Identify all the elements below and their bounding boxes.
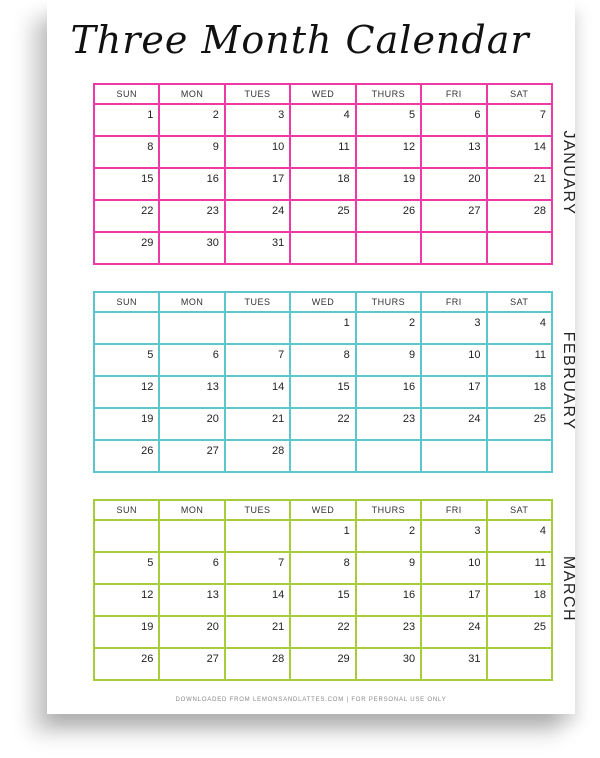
day-cell: 26 [356, 200, 421, 232]
day-cell: 6 [421, 104, 486, 136]
day-cell: 11 [487, 344, 552, 376]
day-cell: 22 [290, 616, 355, 648]
day-cell: 20 [159, 616, 224, 648]
day-cell: 1 [290, 312, 355, 344]
day-cell: 4 [487, 312, 552, 344]
day-cell [94, 312, 159, 344]
day-cell [487, 440, 552, 472]
day-cell: 8 [290, 344, 355, 376]
day-cell: 21 [225, 616, 290, 648]
weekday-header: THURS [356, 500, 421, 520]
day-cell: 11 [290, 136, 355, 168]
day-cell: 28 [487, 200, 552, 232]
day-cell [225, 520, 290, 552]
day-cell: 1 [290, 520, 355, 552]
month-calendar-march [93, 499, 553, 681]
day-cell: 19 [94, 616, 159, 648]
week-row [94, 552, 552, 584]
month-calendar-january [93, 83, 553, 265]
day-cell: 18 [487, 584, 552, 616]
day-cell: 27 [159, 440, 224, 472]
day-cell: 24 [225, 200, 290, 232]
day-cell: 11 [487, 552, 552, 584]
day-cell: 27 [421, 200, 486, 232]
day-cell: 1 [94, 104, 159, 136]
day-cell: 10 [421, 344, 486, 376]
day-cell: 25 [290, 200, 355, 232]
day-cell: 27 [159, 648, 224, 680]
day-cell: 3 [421, 312, 486, 344]
day-cell: 18 [290, 168, 355, 200]
day-cell [487, 648, 552, 680]
week-row [94, 616, 552, 648]
day-cell: 13 [159, 584, 224, 616]
weekday-header: SUN [94, 500, 159, 520]
weekday-header: TUES [225, 292, 290, 312]
day-cell: 20 [159, 408, 224, 440]
day-cell: 17 [421, 584, 486, 616]
week-row [94, 440, 552, 472]
day-cell [356, 440, 421, 472]
day-cell: 22 [94, 200, 159, 232]
day-cell: 28 [225, 440, 290, 472]
day-cell: 17 [225, 168, 290, 200]
weekday-header: MON [159, 292, 224, 312]
day-cell [487, 232, 552, 264]
day-cell [159, 520, 224, 552]
day-cell [290, 232, 355, 264]
day-cell: 4 [290, 104, 355, 136]
day-cell: 19 [94, 408, 159, 440]
day-cell: 28 [225, 648, 290, 680]
weekday-header-row [94, 84, 552, 104]
week-row [94, 520, 552, 552]
day-cell: 29 [94, 232, 159, 264]
weekday-header: TUES [225, 500, 290, 520]
day-cell: 14 [225, 584, 290, 616]
day-cell: 16 [159, 168, 224, 200]
day-cell: 3 [421, 520, 486, 552]
week-row [94, 136, 552, 168]
day-cell: 2 [356, 520, 421, 552]
weekday-header: FRI [421, 500, 486, 520]
day-cell [421, 440, 486, 472]
day-cell: 8 [94, 136, 159, 168]
day-cell [94, 520, 159, 552]
day-cell: 16 [356, 584, 421, 616]
weekday-header: FRI [421, 292, 486, 312]
weekday-header-row [94, 500, 552, 520]
day-cell: 5 [94, 344, 159, 376]
weekday-header: THURS [356, 84, 421, 104]
week-row [94, 104, 552, 136]
day-cell: 24 [421, 616, 486, 648]
day-cell: 15 [94, 168, 159, 200]
day-cell: 29 [290, 648, 355, 680]
day-cell: 15 [290, 584, 355, 616]
week-row [94, 648, 552, 680]
day-cell: 24 [421, 408, 486, 440]
day-cell [225, 312, 290, 344]
day-cell: 16 [356, 376, 421, 408]
week-row [94, 232, 552, 264]
day-cell: 31 [421, 648, 486, 680]
day-cell: 21 [487, 168, 552, 200]
day-cell: 25 [487, 408, 552, 440]
day-cell: 18 [487, 376, 552, 408]
day-cell: 8 [290, 552, 355, 584]
day-cell: 22 [290, 408, 355, 440]
week-row [94, 168, 552, 200]
month-name: MARCH [560, 555, 577, 623]
day-cell: 7 [487, 104, 552, 136]
day-cell: 14 [487, 136, 552, 168]
day-cell: 6 [159, 344, 224, 376]
day-cell: 10 [225, 136, 290, 168]
day-cell: 25 [487, 616, 552, 648]
day-cell: 23 [356, 408, 421, 440]
day-cell: 7 [225, 552, 290, 584]
week-row [94, 376, 552, 408]
day-cell: 26 [94, 440, 159, 472]
weekday-header: SUN [94, 292, 159, 312]
day-cell: 14 [225, 376, 290, 408]
day-cell: 23 [356, 616, 421, 648]
day-cell: 2 [159, 104, 224, 136]
weekday-header-row [94, 292, 552, 312]
week-row [94, 408, 552, 440]
month-calendar-february [93, 291, 553, 473]
weekday-header: SAT [487, 84, 552, 104]
weekday-header: SAT [487, 292, 552, 312]
weekday-header: WED [290, 292, 355, 312]
month-name: FEBRUARY [560, 331, 577, 431]
day-cell: 7 [225, 344, 290, 376]
day-cell: 21 [225, 408, 290, 440]
weekday-header: TUES [225, 84, 290, 104]
day-cell: 9 [356, 344, 421, 376]
day-cell: 17 [421, 376, 486, 408]
weekday-header: SUN [94, 84, 159, 104]
week-row [94, 344, 552, 376]
page-title: Three Month Calendar [70, 18, 530, 62]
day-cell [159, 312, 224, 344]
week-row [94, 312, 552, 344]
day-cell: 5 [356, 104, 421, 136]
day-cell: 15 [290, 376, 355, 408]
weekday-header: THURS [356, 292, 421, 312]
week-row [94, 584, 552, 616]
day-cell: 23 [159, 200, 224, 232]
day-cell: 13 [159, 376, 224, 408]
day-cell: 10 [421, 552, 486, 584]
day-cell: 20 [421, 168, 486, 200]
weekday-header: MON [159, 500, 224, 520]
weekday-header: SAT [487, 500, 552, 520]
day-cell: 5 [94, 552, 159, 584]
day-cell: 26 [94, 648, 159, 680]
day-cell: 30 [159, 232, 224, 264]
day-cell: 9 [356, 552, 421, 584]
day-cell: 12 [94, 584, 159, 616]
weekday-header: FRI [421, 84, 486, 104]
day-cell: 19 [356, 168, 421, 200]
weekday-header: WED [290, 500, 355, 520]
day-cell [290, 440, 355, 472]
weekday-header: WED [290, 84, 355, 104]
footer-text: DOWNLOADED FROM LEMONSANDLATTES.COM | FOR PERSONAL USE ONLY [175, 697, 447, 703]
day-cell: 30 [356, 648, 421, 680]
day-cell [421, 232, 486, 264]
day-cell: 3 [225, 104, 290, 136]
day-cell: 13 [421, 136, 486, 168]
day-cell: 31 [225, 232, 290, 264]
day-cell: 6 [159, 552, 224, 584]
week-row [94, 200, 552, 232]
day-cell: 9 [159, 136, 224, 168]
day-cell: 12 [356, 136, 421, 168]
day-cell: 2 [356, 312, 421, 344]
day-cell [356, 232, 421, 264]
month-name: JANUARY [560, 130, 577, 216]
day-cell: 4 [487, 520, 552, 552]
day-cell: 12 [94, 376, 159, 408]
weekday-header: MON [159, 84, 224, 104]
